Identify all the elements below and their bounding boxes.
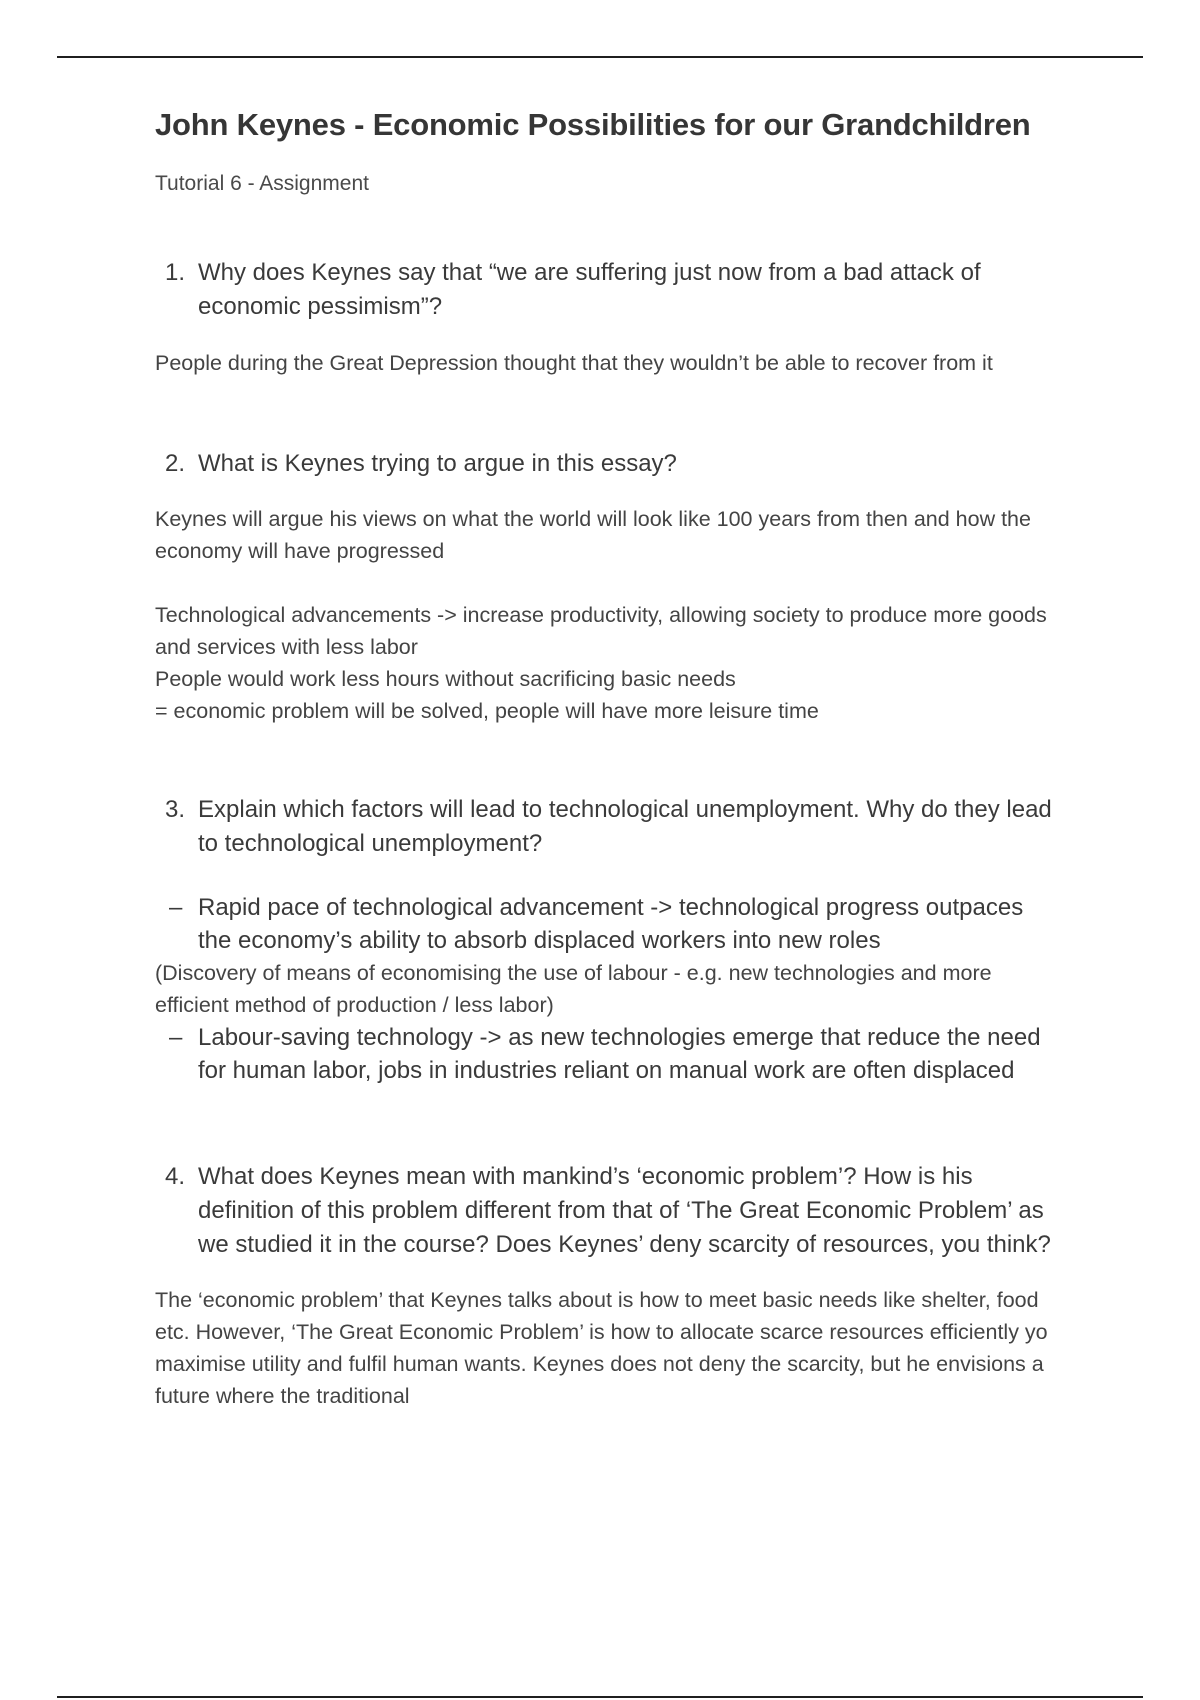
page-title: John Keynes - Economic Possibilities for our Grandchildren bbox=[155, 107, 1031, 142]
question-text: Why does Keynes say that “we are suffering just now from a bad attack of economic pessimism”? bbox=[198, 259, 981, 320]
note-text: (Discovery of means of economising the use of labour - e.g. new technologies and more efficient method of production / less labor) bbox=[155, 961, 992, 1017]
answer-paragraph: Technological advancements -> increase productivity, allowing society to produce more goods and services with less labor bbox=[155, 603, 1047, 659]
answer-paragraph: Keynes will argue his views on what the world will look like 100 years from then and how the economy will have progressed bbox=[155, 507, 1031, 563]
answer-paragraph: People during the Great Depression thought that they wouldn’t be able to recover from it bbox=[155, 351, 993, 375]
question-text: Explain which factors will lead to technological unemployment. Why do they lead to technological unemployment? bbox=[198, 796, 1052, 857]
bullet-item bbox=[155, 891, 1055, 957]
top-rule bbox=[57, 56, 1143, 58]
page-subtitle: Tutorial 6 - Assignment bbox=[155, 172, 369, 195]
question-4 bbox=[155, 1160, 1055, 1262]
question-1 bbox=[155, 256, 1055, 324]
answer-line: = economic problem will be solved, people will have more leisure time bbox=[155, 699, 819, 723]
bullet-text: Labour-saving technology -> as new technologies emerge that reduce the need for human labor, jobs in industries reliant on manual work are often displaced bbox=[198, 1024, 1041, 1084]
question-2 bbox=[155, 447, 1055, 481]
question-3 bbox=[155, 793, 1055, 861]
question-number: 4. bbox=[165, 1163, 186, 1190]
answer-1 bbox=[155, 347, 1055, 379]
bullet-item bbox=[155, 1021, 1055, 1087]
question-text: What is Keynes trying to argue in this essay? bbox=[198, 450, 677, 477]
question-text: What does Keynes mean with mankind’s ‘economic problem’? How is his definition of this problem different from that of ‘The Great Economic Problem’ as we studied it in the course? Does Keynes’ deny scarcity of resources, you think? bbox=[198, 1163, 1051, 1258]
answer-2 bbox=[155, 503, 1055, 727]
question-number: 3. bbox=[165, 796, 186, 823]
answer-line: People would work less hours without sacrificing basic needs bbox=[155, 667, 736, 691]
bullet-marker: – bbox=[169, 894, 183, 921]
bullet-marker: – bbox=[169, 1024, 183, 1051]
question-number: 1. bbox=[165, 259, 186, 286]
document-page bbox=[155, 104, 1055, 1412]
question-number: 2. bbox=[165, 450, 186, 477]
bottom-rule bbox=[57, 1696, 1143, 1698]
answer-paragraph: The ‘economic problem’ that Keynes talks about is how to meet basic needs like shelter, food etc. However, ‘The Great Economic Problem’ is how to allocate scarce resources efficiently yo maximise utility and fulfil human wants. Keynes does not deny the scarcity, but he envisions a future where the traditional bbox=[155, 1288, 1048, 1408]
answer-4 bbox=[155, 1284, 1055, 1412]
bullet-text: Rapid pace of technological advancement -> technological progress outpaces the economy’s ability to absorb displaced workers into new roles bbox=[198, 894, 1024, 954]
